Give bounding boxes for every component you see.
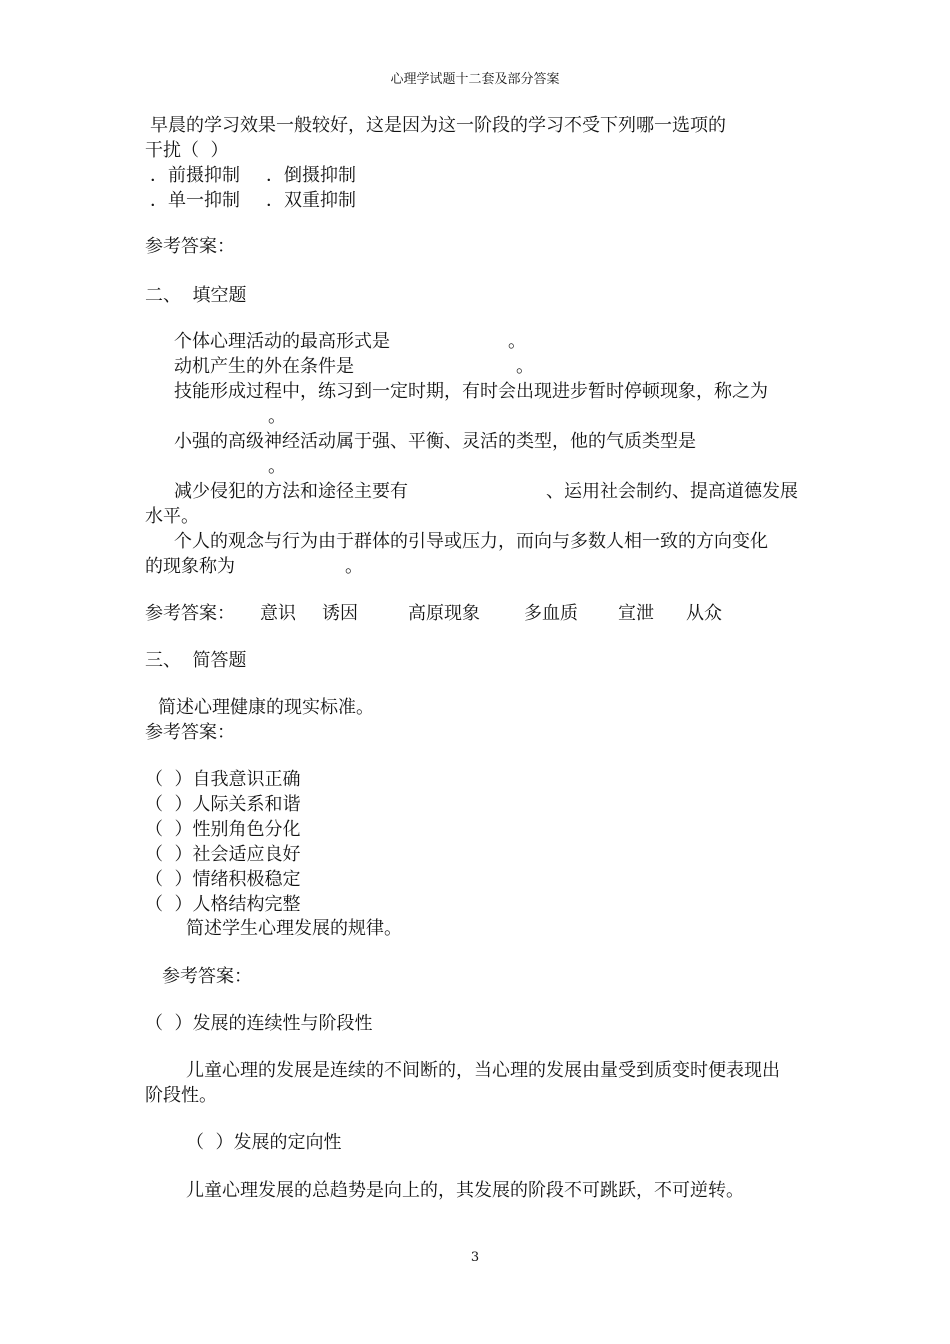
point-title: （ ）发展的连续性与阶段性 bbox=[145, 1013, 373, 1034]
option-d: ．双重抑制 bbox=[266, 190, 356, 211]
blank-end: 。 bbox=[508, 331, 526, 352]
answer-label: 参考答案： bbox=[162, 966, 252, 987]
page-number: 3 bbox=[470, 1250, 480, 1265]
fill-question-5: 减少侵犯的方法和途径主要有 bbox=[174, 481, 408, 502]
list-item: （ ）人格结构完整 bbox=[145, 894, 301, 915]
list-item: （ ）自我意识正确 bbox=[145, 769, 301, 790]
fill-question-2: 动机产生的外在条件是 bbox=[174, 356, 354, 377]
answer-4: 多血质 bbox=[524, 603, 578, 624]
answer-label: 参考答案： bbox=[145, 722, 235, 743]
option-b: ．倒摄抑制 bbox=[266, 165, 356, 186]
question-text-cont: 干扰（ ） bbox=[145, 140, 229, 161]
list-item: （ ）社会适应良好 bbox=[145, 844, 301, 865]
answer-label: 参考答案： bbox=[145, 603, 235, 624]
fill-question-1: 个体心理活动的最高形式是 bbox=[174, 331, 390, 352]
list-item: （ ）人际关系和谐 bbox=[145, 794, 301, 815]
blank-end: 。 bbox=[268, 406, 286, 427]
answer-3: 高原现象 bbox=[408, 603, 480, 624]
list-item: （ ）性别角色分化 bbox=[145, 819, 301, 840]
option-a: ．前摄抑制 bbox=[150, 165, 240, 186]
blank-end: 。 bbox=[268, 456, 286, 477]
fill-question-5-cont: 、运用社会制约、提高道德发展 bbox=[546, 481, 798, 502]
short-question-1: 简述心理健康的现实标准。 bbox=[158, 697, 374, 718]
answer-5: 宣泄 bbox=[618, 603, 654, 624]
section-title: 三、 简答题 bbox=[145, 650, 247, 671]
point-text: 儿童心理发展的总趋势是向上的，其发展的阶段不可跳跃，不可逆转。 bbox=[186, 1180, 744, 1201]
fill-question-6: 个人的观念与行为由于群体的引导或压力，而向与多数人相一致的方向变化 bbox=[174, 531, 768, 552]
list-item: （ ）情绪积极稳定 bbox=[145, 869, 301, 890]
answer-1: 意识 bbox=[260, 603, 296, 624]
short-question-2: 简述学生心理发展的规律。 bbox=[186, 918, 402, 939]
fill-question-4: 小强的高级神经活动属于强、平衡、灵活的类型，他的气质类型是 bbox=[174, 431, 696, 452]
page-header: 心理学试题十二套及部分答案 bbox=[390, 72, 560, 87]
fill-question-6-cont: 的现象称为 bbox=[145, 556, 235, 577]
point-text: 儿童心理的发展是连续的不间断的，当心理的发展由量受到质变时便表现出 bbox=[186, 1060, 780, 1081]
point-title: （ ）发展的定向性 bbox=[186, 1132, 342, 1153]
fill-question-5-end: 水平。 bbox=[145, 506, 199, 527]
answer-2: 诱因 bbox=[322, 603, 358, 624]
answer-label: 参考答案： bbox=[145, 236, 235, 257]
answer-6: 从众 bbox=[686, 603, 722, 624]
section-title: 二、 填空题 bbox=[145, 285, 247, 306]
blank-end: 。 bbox=[345, 556, 363, 577]
point-text-cont: 阶段性。 bbox=[145, 1085, 217, 1106]
option-c: ．单一抑制 bbox=[150, 190, 240, 211]
answer-row bbox=[0, 603, 950, 625]
blank-end: 。 bbox=[516, 356, 534, 377]
fill-question-3: 技能形成过程中，练习到一定时期，有时会出现进步暂时停顿现象，称之为 bbox=[174, 381, 768, 402]
question-text: 早晨的学习效果一般较好，这是因为这一阶段的学习不受下列哪一选项的 bbox=[150, 115, 726, 136]
